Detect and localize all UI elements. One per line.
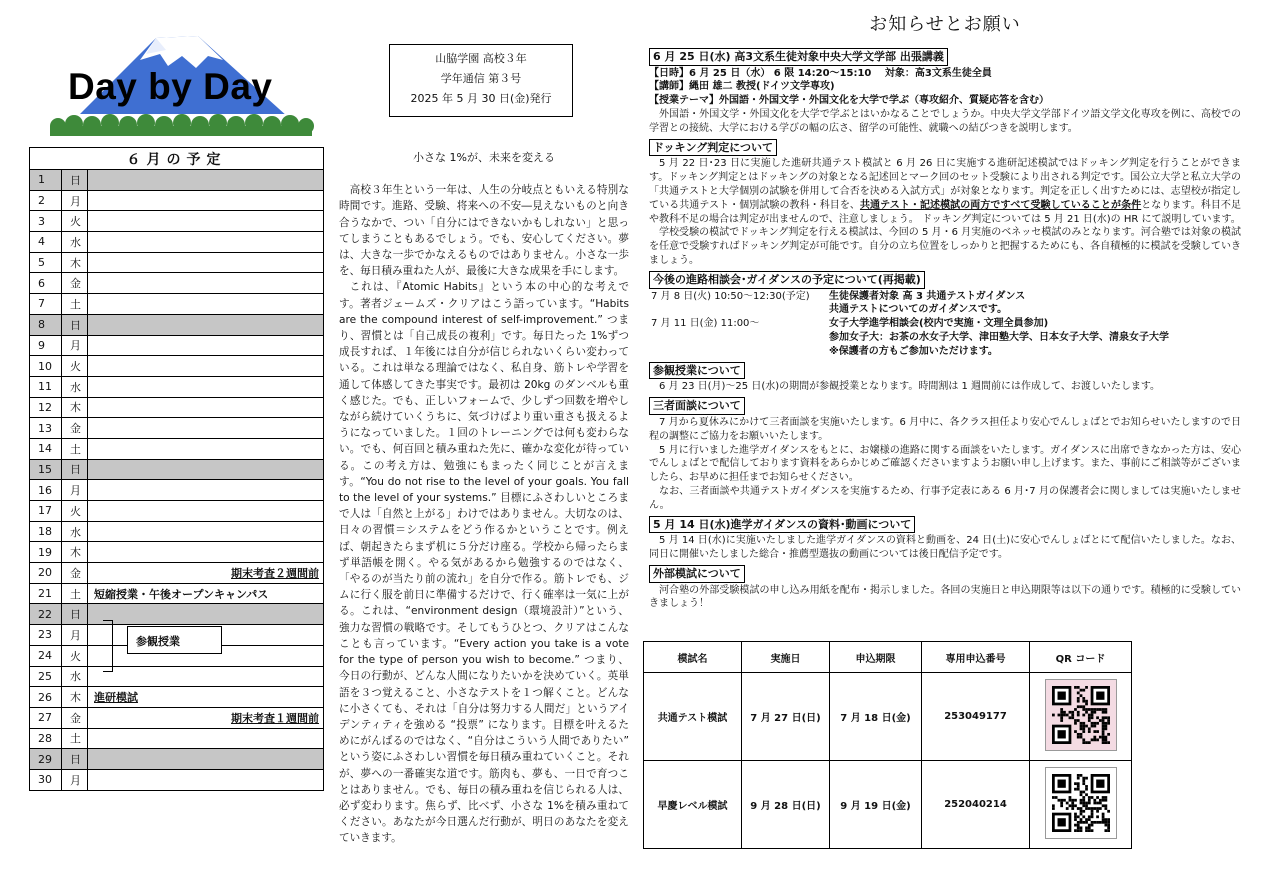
newsletter-title: Day by Day [68, 66, 273, 107]
schedule-row [30, 418, 324, 439]
col-header-code: 専用申込番号 [922, 642, 1030, 673]
schedule-weekday: 土 [62, 728, 88, 749]
qr-code-icon[interactable] [1045, 679, 1117, 751]
schedule-event [88, 273, 324, 294]
mock-name: 共通テスト模試 [644, 673, 742, 761]
issue-date: 2025 年 5 月 30 日(金)発行 [410, 92, 552, 105]
schedule-weekday: 月 [62, 190, 88, 211]
col-header-date: 実施日 [742, 642, 830, 673]
schedule-row [30, 501, 324, 522]
visit-lesson-heading: 参観授業について [649, 362, 745, 380]
schedule-row [30, 376, 324, 397]
schedule-event [88, 418, 324, 439]
schedule-weekday: 水 [62, 376, 88, 397]
mock-deadline: 9 月 19 日(金) [830, 761, 922, 849]
guidance-content: ※保護者の方もご参加いただけます。 [829, 345, 998, 357]
schedule-event [88, 604, 324, 625]
mock-date: 9 月 28 日(日) [742, 761, 830, 849]
guidance-content: 生徒保護者対象 高 3 共通テストガイダンス [829, 290, 1026, 302]
schedule-day: 18 [30, 521, 62, 542]
schedule-day: 11 [30, 376, 62, 397]
schedule-weekday: 月 [62, 480, 88, 501]
schedule-weekday: 日 [62, 170, 88, 191]
notices-title: お知らせとお願い [869, 14, 1021, 35]
schedule-weekday: 木 [62, 397, 88, 418]
guidance-date: 7 月 8 日(火) 10:50～12:30(予定) [651, 290, 810, 302]
schedule-row [30, 356, 324, 377]
visit-lesson-body: 6 月 23 日(月)～25 日(水)の期間が参観授業となります。時間割は 1 週間前には作成して、お渡しいたします。 [659, 381, 1161, 393]
guidance-date: 7 月 11 日(金) 11:00～ [651, 318, 760, 330]
mock-name: 早慶レベル模試 [644, 761, 742, 849]
schedule-event [88, 314, 324, 335]
schedule-day: 21 [30, 583, 62, 604]
visit-lesson-note: 参観授業 [127, 626, 222, 654]
schedule-weekday: 水 [62, 521, 88, 542]
external-mock-body: 河合塾の外部受験模試の申し込み用紙を配布・掲示しました。各回の実施日と申込期限等は以下の通りです。積極的に受験していきましょう！ [649, 584, 1241, 610]
schedule-row [30, 563, 324, 584]
mock-exam-table [643, 641, 1132, 849]
schedule-weekday: 水 [62, 666, 88, 687]
schedule-row [30, 521, 324, 542]
schedule-weekday: 土 [62, 438, 88, 459]
external-mock-heading: 外部模試について [649, 565, 745, 583]
schedule-row [30, 583, 324, 604]
schedule-day: 2 [30, 190, 62, 211]
schedule-row [30, 666, 324, 687]
conference-paragraph: 5 月に行いました進学ガイダンスをもとに、お嬢様の進路に関する面談をいたします。ガイダンスに出席できなかった方は、安心でんしょばとで配信しております資料をあらかじめご確認くださいますようお願い申し上げます。また、事前にご相談等がございましたら、お早めに担任までお知らせください。 [649, 444, 1241, 484]
schedule-row [30, 728, 324, 749]
schedule-row [30, 170, 324, 191]
issue-number: 学年通信 第３号 [440, 72, 522, 85]
schedule-weekday: 日 [62, 314, 88, 335]
schedule-event [88, 459, 324, 480]
schedule-event [88, 728, 324, 749]
schedule-weekday: 土 [62, 294, 88, 315]
schedule-row [30, 294, 324, 315]
schedule-day: 12 [30, 397, 62, 418]
schedule-day: 5 [30, 252, 62, 273]
schedule-weekday: 火 [62, 211, 88, 232]
schedule-event [88, 480, 324, 501]
schedule-day: 13 [30, 418, 62, 439]
schedule-event [88, 170, 324, 191]
schedule-event: 期末考査２週間前 [88, 563, 324, 584]
materials-body: 5 月 14 日(水)に実施いたしました進学ガイダンスの資料と動画を、24 日(土)に安心でんしょばとにて配信いたしました。なお、同日に開催いたしました総合・推薦型選抜の動画については後日配信予定です。 [649, 535, 1241, 561]
docking-heading: ドッキング判定について [649, 139, 777, 157]
schedule-weekday: 月 [62, 335, 88, 356]
schedule-row [30, 438, 324, 459]
schedule-row [30, 459, 324, 480]
schedule-day: 6 [30, 273, 62, 294]
schedule-row [30, 749, 324, 770]
schedule-day: 23 [30, 625, 62, 646]
guidance-content: 参加女子大：お茶の水女子大学、津田塾大学、日本女子大学、清泉女子大学 [829, 331, 1169, 343]
schedule-day: 17 [30, 501, 62, 522]
schedule-body [30, 170, 324, 791]
schedule-weekday: 金 [62, 707, 88, 728]
table-row [644, 761, 1132, 849]
schedule-day: 7 [30, 294, 62, 315]
schedule-row [30, 480, 324, 501]
schedule-day: 28 [30, 728, 62, 749]
mock-date: 7 月 27 日(日) [742, 673, 830, 761]
schedule-event: 進研模試 [88, 687, 324, 708]
schedule-weekday: 金 [62, 418, 88, 439]
schedule-weekday: 火 [62, 356, 88, 377]
schedule-day: 20 [30, 563, 62, 584]
schedule-weekday: 水 [62, 232, 88, 253]
lecture-lecturer: 【講師】縄田 雄二 教授(ドイツ文学専攻) [649, 81, 835, 93]
schedule-weekday: 木 [62, 252, 88, 273]
schedule-row [30, 314, 324, 335]
schedule-event: 期末考査１週間前 [88, 707, 324, 728]
schedule-event [88, 521, 324, 542]
schedule-event [88, 542, 324, 563]
masthead [48, 26, 314, 138]
schedule-day: 14 [30, 438, 62, 459]
schedule-event [88, 294, 324, 315]
schedule-day: 16 [30, 480, 62, 501]
schedule-day: 26 [30, 687, 62, 708]
schedule-day: 24 [30, 645, 62, 666]
schedule-event [88, 501, 324, 522]
schedule-day: 30 [30, 769, 62, 790]
schedule-day: 10 [30, 356, 62, 377]
school-grade: 山脇学園 高校３年 [435, 52, 527, 65]
schedule-row [30, 604, 324, 625]
conference-heading: 三者面談について [649, 397, 745, 415]
schedule-weekday: 月 [62, 625, 88, 646]
schedule-day: 9 [30, 335, 62, 356]
schedule-row [30, 542, 324, 563]
schedule-weekday: 木 [62, 542, 88, 563]
schedule-row [30, 211, 324, 232]
schedule-weekday: 火 [62, 501, 88, 522]
schedule-event [88, 356, 324, 377]
essay-paragraph: 高校３年生という一年は、人生の分岐点ともいえる特別な時間です。進路、受験、将来への不安―見えないものと向き合うなかで、つい「自分にはできないかもしれない」と思ってしまうこともあるでしょう。でも、安心してください。夢は、大きな一歩でかなえるものではありません。小さな一歩を、毎日積み重ねた人が、最後に大きな成果を手にします。 [339, 184, 629, 278]
table-row [644, 673, 1132, 761]
essay-title: 小さな 1%が、未来を変える [413, 151, 555, 164]
lecture-heading: 6 月 25 日(水) 高3文系生徒対象中央大学文学部 出張講義 [649, 48, 948, 66]
schedule-event: 短縮授業・午後オープンキャンパス [88, 583, 324, 604]
lecture-theme: 【授業テーマ】外国語・外国文学・外国文化を大学で学ぶ（専攻紹介、質疑応答を含む） [649, 95, 1049, 107]
schedule-weekday: 木 [62, 687, 88, 708]
schedule-event [88, 438, 324, 459]
schedule-day: 1 [30, 170, 62, 191]
schedule-event [88, 335, 324, 356]
issue-info-box [389, 44, 573, 117]
guidance-row [649, 317, 1241, 358]
schedule-row [30, 190, 324, 211]
schedule-title: ６月の予定 [30, 148, 324, 170]
schedule-weekday: 火 [62, 645, 88, 666]
schedule-weekday: 日 [62, 749, 88, 770]
schedule-event [88, 232, 324, 253]
schedule-weekday: 金 [62, 273, 88, 294]
schedule-row [30, 252, 324, 273]
mock-code: 253049177 [922, 673, 1030, 761]
schedule-row [30, 273, 324, 294]
schedule-row [30, 769, 324, 790]
docking-condition: 共通テスト・記述模試の両方ですべて受験していることが条件 [859, 199, 1142, 211]
conference-paragraph: 7 月から夏休みにかけて三者面談を実施いたします。6 月中に、各クラス担任より安心でんしょばとでお知らせいたしますので日程の調整にご協力をお願いいたします。 [649, 416, 1241, 442]
essay-column [339, 150, 629, 847]
june-schedule-table [29, 147, 324, 791]
guidance-content: 女子大学進学相談会(校内で実施・文理全員参加) [829, 318, 1049, 330]
schedule-event [88, 376, 324, 397]
schedule-event [88, 769, 324, 790]
schedule-event [88, 190, 324, 211]
schedule-weekday: 土 [62, 583, 88, 604]
conference-paragraph: なお、三者面談や共通テストガイダンスを実施するため、行事予定表にある 6 月･7 月の保護者会に関しましては実施いたしません。 [649, 485, 1241, 511]
essay-paragraph: これは、『Atomic Habits』という本の中心的な考えです。著者ジェームズ・クリアはこう語っています。“Habits are the compound interest of self-improvement.” つまり、習慣とは「自己成長の複利」です。毎日たった 1%ずつ成長すれば、１年後には自分が信じられないくらい変わっている。これは単なる理論ではなく、私自身、筋トレや学習を通して体感してきた事実です。最初は 20kg のダンベルも重く感じた。でも、正しいフォームで、少しずつ回数を増やしながら続けていくうちに、気づけばより重い重さも扱えるようになっていました。１回のトレーニングでは何も変わらない。でも、何百回と積み重ねた先に、確かな変化が待っている。この考え方は、勉強にもまったく同じことが言えます。“You do not rise to the level of your goals. You fall to the level of your systems.” 目標にふさわしいところまで人は「自然と上がる」わけではありません。大切なのは、日々の習慣＝システムをどう作るかということです。例えば、朝起きたらまず机に５分だけ座る。学校から帰ったらまず単語帳を開く。やる気があるから勉強するのではなく、「やるのが当たり前の流れ」を自分で作る。筋トレでも、ジムに行く服を前日に準備するだけで、行く確率は一気に上がる。これは、“environment design（環境設計）”という、強力な習慣の戦略です。そしてもうひとつ、クリアはこんなことも言っています。“Every action you take is a vote for the type of person you wish to become.” つまり、今日の行動が、どんな人間になりたいかを決めていく。英単語を３つ覚えること、小さなテストを１つ解くこと。どんなに小さくても、それは「自分は努力する人間だ」というアイデンティティを強める “投票” になります。目標を叶えるためにがんばるのではなく、“自分はこういう人間でありたい” という姿にふさわしい習慣を毎日積み重ねていくこと。それが、夢への一番確実な道です。筋肉も、夢も、一日で育つことはありません。でも、毎日の積み重ねを信じられる人は、必ず変わります。焦らず、比べず、小さな 1%を積み重ねてください。あなたが今日選んだ行動が、明日のあなたを変えていきます。 [339, 281, 629, 845]
col-header-qr: QR コード [1030, 642, 1132, 673]
mock-code: 252040214 [922, 761, 1030, 849]
visit-lesson-bracket [103, 620, 113, 672]
schedule-weekday: 金 [62, 563, 88, 584]
schedule-weekday: 月 [62, 769, 88, 790]
schedule-row [30, 687, 324, 708]
schedule-weekday: 日 [62, 459, 88, 480]
schedule-weekday: 日 [62, 604, 88, 625]
guidance-content: 共通テストについてのガイダンスです。 [829, 304, 1008, 316]
schedule-day: 3 [30, 211, 62, 232]
schedule-row [30, 232, 324, 253]
schedule-event [88, 211, 324, 232]
col-header-deadline: 申込期限 [830, 642, 922, 673]
schedule-event [88, 749, 324, 770]
schedule-event [88, 252, 324, 273]
schedule-event [88, 397, 324, 418]
lecture-body: 外国語・外国文学・外国文化を大学で学ぶとはいかなることでしょうか。中央大学文学部ドイツ語文学文化専攻を例に、高校での学習との接続、大学における学びの幅の広さ、留学の可能性、就職への結びつきを説明します。 [649, 108, 1241, 134]
schedule-day: 15 [30, 459, 62, 480]
schedule-day: 27 [30, 707, 62, 728]
notices-column [649, 14, 1241, 611]
mock-deadline: 7 月 18 日(金) [830, 673, 922, 761]
docking-paragraph-2: 学校受験の模試でドッキング判定を行える模試は、今回の 5 月・6 月実施のベネッセ模試のみとなります。河合塾では対象の模試を任意で受験すればドッキング判定が可能です。自分の立ち位置をしっかりと把握するためにも、各自積極的に模試を受験していきましょう。 [649, 227, 1241, 266]
schedule-event [88, 666, 324, 687]
schedule-day: 29 [30, 749, 62, 770]
guidance-heading: 今後の進路相談会･ガイダンスの予定について(再掲載) [649, 271, 925, 289]
lecture-date: 【日時】6 月 25 日（水） 6 限 14:20～15:10 対象：高3文系生徒全員 [649, 67, 992, 79]
materials-heading: 5 月 14 日(水)進学ガイダンスの資料･動画について [649, 516, 915, 534]
qr-code-icon[interactable] [1045, 767, 1117, 839]
schedule-day: 22 [30, 604, 62, 625]
schedule-row [30, 397, 324, 418]
schedule-row [30, 707, 324, 728]
schedule-day: 4 [30, 232, 62, 253]
schedule-day: 8 [30, 314, 62, 335]
schedule-day: 19 [30, 542, 62, 563]
schedule-day: 25 [30, 666, 62, 687]
docking-paragraph-1: 5 月 22 日･23 日に実施した進研共通テスト模試と 6 月 26 日に実施する進研記述模試ではドッキング判定を行うことができます。ドッキング判定とはドッキングの対象となる記述回とマーク回のセット受験により出される判定です。国公立大学と私立大学の「共通テストと大学個別の試験を併用して合否を決める入試方式」が対象となります。判定を正しく出すためには、志望校が指定している共通テスト・個別試験の教科・科目を、共通テスト・記述模試の両方ですべて受験していることが条件となります。科目不足や教科不足の場合は判定が出ませんので、注意しましょう。 ドッキング判定については 5 月 21 日(水)の HR にて説明しています。 [649, 158, 1241, 225]
guidance-row [649, 290, 1241, 318]
schedule-row [30, 335, 324, 356]
col-header-name: 模試名 [644, 642, 742, 673]
